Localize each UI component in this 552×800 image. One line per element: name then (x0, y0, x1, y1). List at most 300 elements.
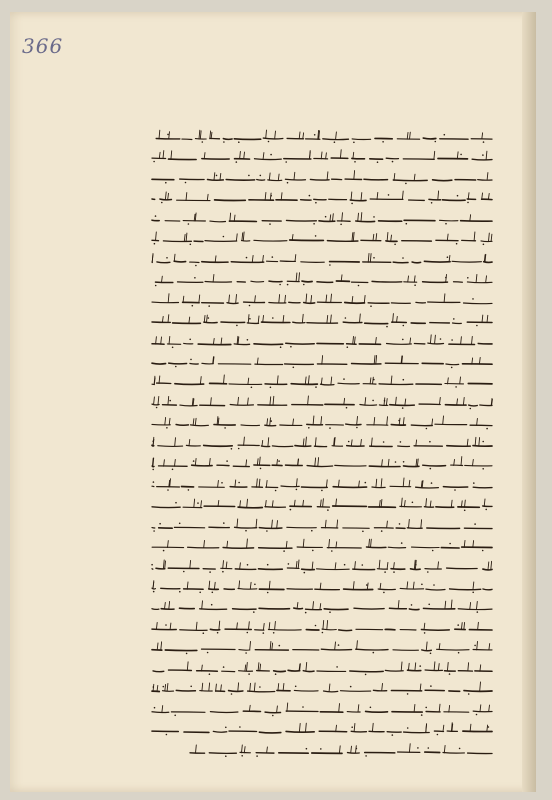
ink-dot (152, 440, 154, 442)
ink-word (352, 139, 370, 140)
ink-dot (373, 379, 375, 381)
ink-ascender (157, 643, 158, 650)
ink-dot (175, 502, 177, 504)
ink-dot (362, 564, 364, 566)
ink-word (152, 507, 180, 508)
ink-dot (435, 141, 437, 143)
ink-ascender (415, 663, 416, 671)
ink-dot (247, 339, 249, 341)
ink-ascender (277, 376, 278, 385)
ink-ascender (381, 478, 382, 487)
ink-ascender (432, 419, 433, 426)
ink-ascender (184, 235, 185, 242)
ink-dot (365, 482, 367, 484)
ink-dot (312, 550, 314, 552)
ink-ascender (214, 582, 215, 589)
ink-ascender (447, 234, 448, 241)
ink-ascender (409, 519, 410, 528)
ink-word (229, 691, 243, 692)
ink-ascender (213, 275, 214, 282)
ink-dot (197, 502, 199, 504)
handwriting-strokes (150, 580, 494, 594)
ink-ascender (356, 745, 357, 752)
ink-dot (384, 571, 386, 573)
ink-word (338, 384, 359, 385)
ink-ascender (449, 705, 450, 712)
ink-ascender (270, 397, 271, 405)
ink-ascender (286, 541, 287, 548)
ink-ascender (167, 684, 168, 692)
ink-word (152, 711, 169, 712)
ink-ascender (487, 315, 488, 322)
ink-dot (431, 202, 433, 204)
ink-ascender (156, 232, 157, 241)
ink-ascender (407, 133, 408, 140)
ink-dot (365, 755, 367, 757)
ink-ascender (448, 378, 449, 384)
ink-word (202, 363, 213, 364)
ink-word (351, 731, 366, 732)
ink-ascender (369, 539, 370, 547)
ink-ascender (487, 173, 488, 180)
ink-dot (165, 624, 167, 626)
ink-ascender (204, 316, 205, 323)
ink-dot (167, 489, 169, 491)
ink-ascender (169, 336, 170, 344)
manuscript-line (150, 416, 494, 426)
ink-ascender (237, 623, 238, 630)
ink-ascender (414, 174, 415, 180)
ink-ascender (293, 419, 294, 425)
ink-dot (477, 612, 479, 614)
ink-word (458, 609, 492, 610)
ink-dot (453, 318, 455, 320)
ink-ascender (444, 293, 445, 302)
ink-ascender (311, 295, 312, 302)
ink-ascender (426, 724, 427, 732)
ink-word (379, 384, 413, 385)
ink-dot (377, 162, 379, 164)
ink-ascender (255, 295, 256, 302)
ink-word (356, 650, 388, 651)
ink-ascender (306, 723, 307, 732)
ink-ascender (159, 376, 160, 384)
ink-ascender (330, 215, 331, 221)
ink-dot (382, 141, 384, 143)
ink-word (447, 568, 478, 569)
ink-ascender (420, 684, 421, 691)
ink-ascender (358, 704, 359, 711)
ink-word (255, 159, 282, 160)
ink-word (306, 610, 322, 611)
manuscript-line (150, 682, 494, 692)
manuscript-line (150, 580, 494, 590)
ink-ascender (352, 296, 353, 303)
ink-dot (212, 591, 214, 593)
ink-ascender (329, 684, 330, 691)
ink-ascender (164, 460, 165, 467)
ink-ascender (371, 438, 372, 447)
manuscript-line (150, 641, 494, 651)
ink-dot (199, 591, 201, 593)
ink-ascender (487, 725, 488, 731)
ink-dot (309, 195, 311, 197)
handwriting-strokes (150, 641, 494, 655)
ink-ascender (401, 662, 402, 671)
ink-ascender (401, 498, 402, 507)
ink-dot (421, 714, 423, 716)
ink-ascender (279, 294, 280, 302)
ink-ascender (421, 519, 422, 528)
ink-dot (488, 726, 490, 728)
ink-ascender (408, 276, 409, 282)
ink-ascender (163, 151, 164, 159)
ink-dot (403, 325, 405, 327)
ink-ascender (278, 174, 279, 180)
ink-ascender (165, 192, 166, 200)
ink-dot (253, 612, 255, 614)
ink-word (287, 220, 317, 221)
ink-dot (153, 591, 155, 593)
ink-ascender (263, 623, 264, 630)
ink-dot (388, 194, 390, 196)
ink-ascender (374, 418, 375, 426)
ink-ascender (272, 501, 273, 507)
ink-word (387, 343, 412, 344)
ink-dot (314, 134, 316, 136)
handwriting-strokes (150, 478, 494, 492)
ink-dot (372, 399, 374, 401)
ink-dot (279, 645, 281, 647)
ink-word (310, 179, 329, 180)
ink-dot (167, 134, 169, 136)
ink-dot (383, 441, 385, 443)
ink-word (386, 159, 398, 160)
ink-ascender (162, 705, 163, 712)
ink-ascender (202, 683, 203, 691)
ink-word (367, 547, 386, 548)
ink-ascender (320, 583, 321, 590)
ink-word (221, 322, 245, 323)
handwriting-strokes (150, 375, 494, 389)
ink-ascender (386, 398, 387, 405)
ink-word (163, 691, 174, 692)
ink-ascender (220, 173, 221, 180)
ink-ascender (242, 745, 243, 753)
ink-word (202, 159, 229, 160)
ink-word (443, 486, 467, 487)
ink-ascender (170, 623, 171, 629)
ink-dot (311, 530, 313, 532)
ink-word (481, 241, 492, 242)
ink-word (465, 466, 492, 467)
ink-ascender (359, 481, 360, 487)
ink-ascender (353, 336, 354, 344)
ink-ascender (479, 437, 480, 445)
ink-dot (329, 264, 331, 266)
manuscript-line (150, 478, 494, 488)
ink-ascender (209, 683, 210, 691)
ink-dot (249, 318, 251, 320)
ink-dot (400, 441, 402, 443)
ink-ascender (189, 439, 190, 445)
ink-word (165, 650, 197, 651)
ink-dot (211, 604, 213, 606)
ink-ascender (331, 294, 332, 302)
ink-ascender (190, 560, 191, 568)
ink-word (437, 650, 469, 651)
ink-ascender (489, 644, 490, 650)
ink-ascender (186, 193, 187, 201)
ink-ascender (416, 459, 417, 466)
ink-word (204, 322, 217, 323)
ink-dot (238, 481, 240, 483)
ink-dot (155, 285, 157, 287)
ink-ascender (277, 706, 278, 713)
ink-ascender (320, 604, 321, 610)
ink-dot (224, 427, 226, 429)
ink-dot (268, 141, 270, 143)
ink-dot (273, 632, 275, 634)
ink-dot (151, 563, 153, 565)
ink-ascender (266, 480, 267, 487)
ink-dot (482, 468, 484, 470)
ink-ascender (237, 519, 238, 528)
ink-dot (421, 583, 423, 585)
ink-dot (175, 366, 177, 368)
ink-dot (449, 673, 451, 675)
ink-ascender (371, 539, 372, 547)
ink-ascender (162, 276, 163, 282)
ink-dot (354, 161, 356, 163)
ink-word (153, 671, 164, 672)
ink-ascender (162, 316, 163, 322)
ink-dot (399, 523, 401, 525)
ink-dot (343, 379, 345, 381)
handwriting-strokes (150, 232, 494, 246)
ink-ascender (414, 704, 415, 712)
ink-dot (247, 564, 249, 566)
ink-ascender (361, 193, 362, 201)
ink-dot (467, 202, 469, 204)
ink-dot (392, 161, 394, 163)
ink-word (208, 179, 224, 180)
ink-ascender (477, 419, 478, 426)
ink-word (324, 691, 338, 692)
ink-ascender (381, 500, 382, 508)
ink-dot (472, 298, 474, 300)
ink-word (238, 507, 262, 508)
ink-word (265, 712, 280, 713)
ink-dot (225, 727, 227, 729)
ink-dot (411, 605, 413, 607)
ink-word (242, 241, 250, 242)
ink-dot (456, 243, 458, 245)
ink-ascender (468, 662, 469, 670)
ink-ascender (321, 417, 322, 425)
ink-word (289, 302, 300, 303)
ink-ascender (430, 334, 431, 343)
ink-ascender (194, 214, 195, 221)
ink-ascender (285, 295, 286, 303)
ink-word (303, 670, 314, 671)
ink-dot (154, 707, 156, 709)
ink-dot (425, 706, 427, 708)
ink-ascender (161, 337, 162, 344)
handwriting-strokes (150, 744, 494, 758)
ink-dot (275, 489, 277, 491)
ink-ascender (165, 560, 166, 568)
ink-word (234, 343, 249, 344)
ink-ascender (217, 417, 218, 425)
ink-dot (153, 161, 155, 163)
ink-ascender (283, 684, 284, 691)
ink-dot (346, 407, 348, 409)
ink-ascender (201, 501, 202, 508)
ink-ascender (489, 233, 490, 241)
ink-ascender (221, 685, 222, 692)
ink-word (464, 303, 493, 304)
ink-ascender (357, 641, 358, 650)
ink-dot (351, 203, 353, 205)
ink-ascender (158, 396, 159, 404)
ink-ascender (337, 520, 338, 528)
ink-dot (256, 755, 258, 757)
ink-word (424, 261, 450, 262)
ink-ascender (269, 173, 270, 180)
ink-ascender (398, 601, 399, 609)
ink-ascender (168, 293, 169, 302)
ink-ascender (165, 418, 166, 425)
ink-word (304, 302, 315, 303)
ink-dot (334, 141, 336, 143)
ink-ascender (460, 377, 461, 384)
ink-word (180, 630, 207, 631)
ink-ascender (275, 131, 276, 138)
handwriting-strokes (150, 294, 494, 308)
ink-ascender (269, 581, 270, 589)
ink-dot (188, 489, 190, 491)
ink-word (421, 629, 449, 630)
ink-ascender (475, 437, 476, 446)
ink-ascender (226, 562, 227, 569)
ink-word (483, 589, 492, 590)
ink-ascender (461, 622, 462, 629)
ink-word (354, 609, 384, 610)
ink-dot (313, 223, 315, 225)
ink-word (443, 752, 464, 753)
ink-word (369, 466, 400, 467)
ink-dot (430, 686, 432, 688)
ink-word (373, 691, 386, 692)
ink-word (200, 609, 227, 610)
ink-dot (305, 612, 307, 614)
ink-dot (467, 277, 469, 279)
ink-word (259, 568, 283, 569)
ink-ascender (268, 437, 269, 446)
ink-dot (245, 530, 247, 532)
ink-word (238, 588, 257, 589)
ink-ascender (267, 419, 268, 426)
ink-dot (482, 440, 484, 442)
ink-ascender (246, 460, 247, 467)
ink-dot (216, 175, 218, 177)
ink-dot (320, 748, 322, 750)
ink-ascender (249, 622, 250, 630)
ink-ascender (200, 377, 201, 385)
manuscript-line (150, 171, 494, 181)
ink-dot (290, 345, 292, 347)
ink-ascender (470, 724, 471, 731)
ink-word (152, 363, 166, 364)
ink-ascender (213, 338, 214, 344)
ink-ascender (303, 439, 304, 446)
ink-word (210, 711, 238, 712)
ink-word (158, 445, 183, 446)
manuscript-line (150, 539, 494, 549)
ink-ascender (444, 745, 445, 753)
ink-word (235, 568, 256, 569)
ink-word (423, 138, 436, 139)
ink-ascender (195, 459, 196, 466)
ink-word (452, 261, 481, 262)
ink-ascender (376, 479, 377, 487)
ink-ascender (174, 254, 175, 261)
handwriting-strokes (150, 191, 494, 205)
ink-dot (231, 693, 233, 695)
ink-ascender (236, 294, 237, 303)
ink-ascender (318, 458, 319, 466)
ink-ascender (377, 193, 378, 200)
ink-ascender (306, 662, 307, 671)
ink-dot (482, 155, 484, 157)
ink-ascender (244, 437, 245, 445)
handwriting-strokes (150, 682, 494, 696)
ink-ascender (218, 418, 219, 425)
ink-ascender (243, 232, 244, 241)
ink-word (254, 241, 287, 242)
ink-ascender (323, 620, 324, 629)
ink-dot (358, 285, 360, 287)
ink-dot (270, 421, 272, 423)
ink-ascender (187, 662, 188, 671)
handwriting-strokes (150, 560, 494, 574)
ink-ascender (211, 132, 212, 139)
ink-dot (383, 592, 385, 594)
ink-word (378, 589, 395, 590)
ink-dot (394, 244, 396, 246)
ink-word (259, 548, 292, 549)
ink-dot (395, 461, 397, 463)
ink-dot (464, 510, 466, 512)
ink-word (321, 650, 351, 651)
ink-ascender (302, 314, 303, 322)
ink-dot (251, 387, 253, 389)
ink-dot (308, 427, 310, 429)
ink-ascender (353, 582, 354, 590)
ink-dot (247, 632, 249, 634)
ink-dot (223, 522, 225, 524)
ink-ascender (480, 682, 481, 691)
ink-word (175, 384, 204, 385)
ink-dot (154, 243, 156, 245)
ink-dot (451, 339, 453, 341)
ink-ascender (229, 295, 230, 303)
ink-dot (315, 202, 317, 204)
ink-word (301, 262, 325, 263)
ink-dot (415, 563, 417, 565)
handwriting-strokes (150, 498, 494, 512)
